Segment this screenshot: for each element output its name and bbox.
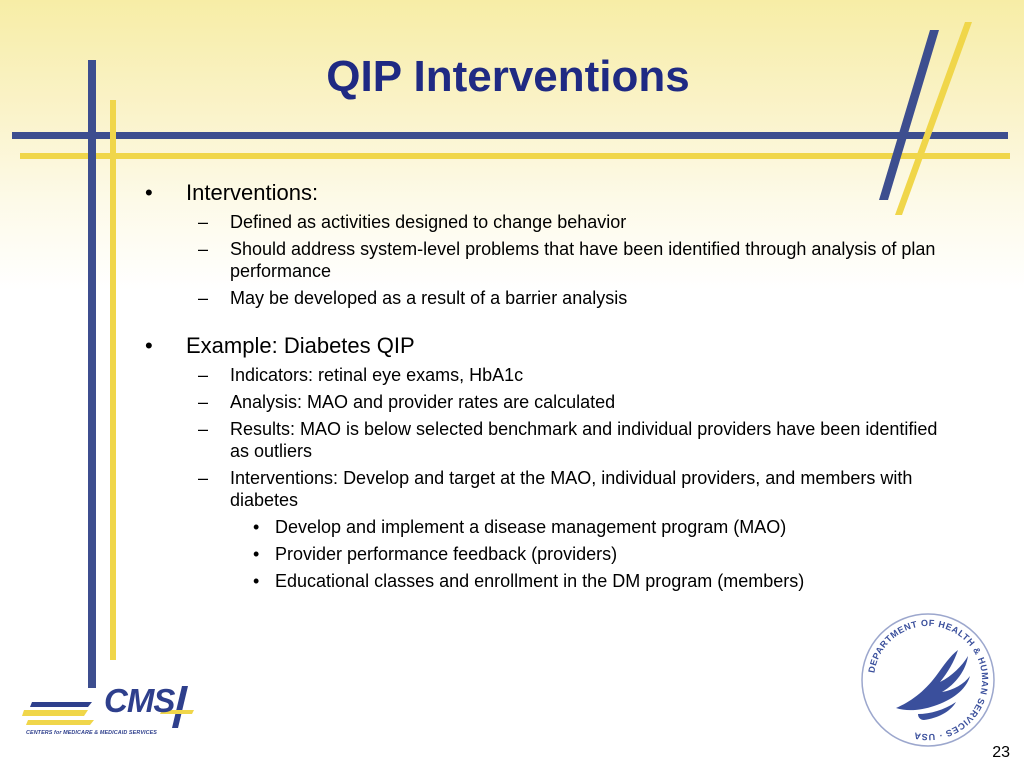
sub-item	[140, 211, 940, 233]
sub-item-text: Indicators: retinal eye exams, HbA1c	[230, 365, 524, 385]
sub-sub-item	[140, 516, 940, 538]
dash-icon: –	[198, 239, 209, 259]
horizontal-blue-stripe	[12, 132, 1008, 139]
dash-icon: –	[198, 392, 209, 412]
dash-icon: –	[198, 212, 209, 232]
bullet-text: Interventions:	[186, 180, 319, 205]
bullet-icon: •	[253, 571, 260, 591]
sub-item-text: Defined as activities designed to change behavior	[230, 212, 627, 232]
bullet-interventions	[140, 180, 940, 206]
dash-icon: –	[198, 288, 209, 308]
cms-logo-subtitle: CENTERS for MEDICARE & MEDICAID SERVICES	[26, 730, 157, 736]
bullet-icon: •	[253, 544, 260, 564]
sub-item-text: Results: MAO is below selected benchmark and individual providers have been identified as outliers	[230, 419, 938, 461]
bullet-text: Example: Diabetes QIP	[186, 333, 415, 358]
bullet-icon: •	[253, 517, 260, 537]
sub-sub-item-text: Develop and implement a disease management program (MAO)	[275, 517, 787, 537]
dash-icon: –	[198, 419, 209, 439]
sub-item	[140, 467, 940, 511]
sub-item-text: Should address system-level problems that have been identified through analysis of plan performance	[230, 239, 936, 281]
vertical-gold-stripe	[110, 100, 116, 660]
dash-icon: –	[198, 468, 209, 488]
sub-sub-item	[140, 543, 940, 565]
sub-item	[140, 287, 940, 309]
seal-text: DEPARTMENT OF HEALTH & HUMAN SERVICES · USA	[866, 617, 991, 743]
sub-item	[140, 391, 940, 413]
eagle-icon	[896, 650, 970, 720]
bullet-icon: •	[145, 333, 153, 358]
cms-logo	[22, 680, 194, 744]
svg-text:DEPARTMENT OF HEALTH & HUMAN S	[866, 618, 990, 742]
hhs-seal	[858, 610, 998, 750]
horizontal-gold-stripe	[20, 153, 1010, 159]
slide-content	[140, 180, 940, 592]
vertical-blue-stripe	[88, 60, 96, 688]
sub-item	[140, 418, 940, 462]
bullet-example	[140, 333, 940, 359]
sub-sub-item	[140, 570, 940, 592]
page-number: 23	[992, 744, 1010, 761]
bullet-icon: •	[145, 180, 153, 205]
sub-item-text: Analysis: MAO and provider rates are calculated	[230, 392, 616, 412]
sub-sub-item-text: Educational classes and enrollment in the DM program (members)	[275, 571, 805, 591]
sub-item	[140, 238, 940, 282]
sub-item-text: Interventions: Develop and target at the MAO, individual providers, and members with diabetes	[230, 468, 913, 510]
cms-logo-text: CMS	[104, 682, 175, 719]
sub-item-text: May be developed as a result of a barrier analysis	[230, 288, 628, 308]
sub-item	[140, 364, 940, 386]
sub-sub-item-text: Provider performance feedback (providers)	[275, 544, 618, 564]
dash-icon: –	[198, 365, 209, 385]
slide-title: QIP Interventions	[326, 52, 690, 101]
